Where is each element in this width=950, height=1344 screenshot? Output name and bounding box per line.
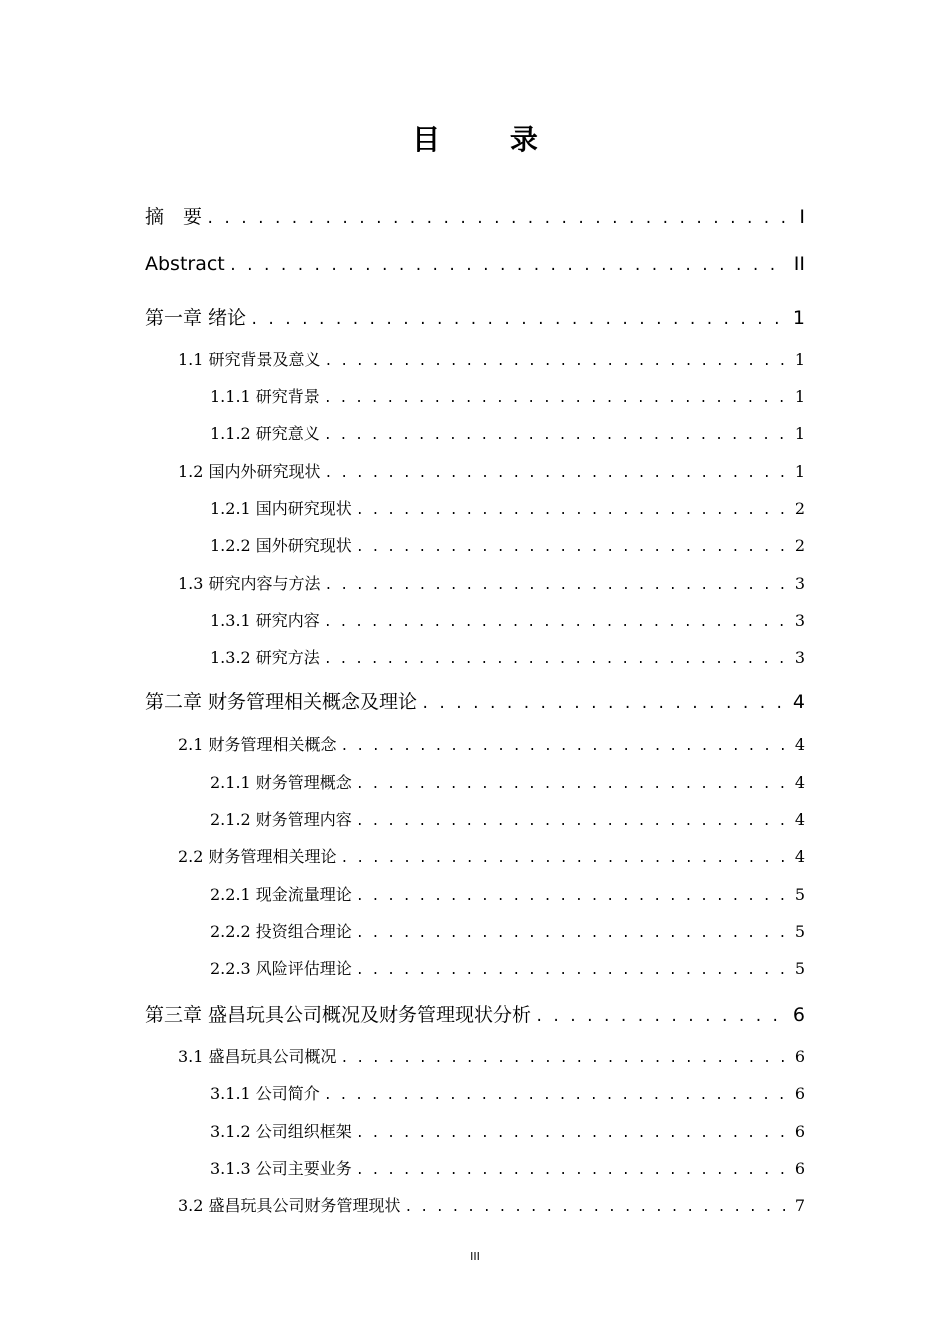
toc-entry-page-number: 3	[794, 574, 805, 593]
dot-leader	[341, 851, 789, 866]
toc-entry-page-number: 3	[794, 648, 805, 667]
toc-entry-label: 3.1.2 公司组织框架	[210, 1122, 352, 1141]
toc-entry-page-number: 6	[794, 1159, 805, 1178]
toc-entry-label: 1.3.2 研究方法	[210, 648, 320, 667]
toc-entry-label: 1.3 研究内容与方法	[178, 574, 321, 593]
toc-entry[interactable]	[145, 1000, 805, 1027]
toc-entry-label: 2.1.1 财务管理概念	[210, 773, 352, 792]
dot-leader	[356, 777, 789, 792]
toc-entry[interactable]	[178, 571, 805, 594]
dot-leader	[324, 615, 789, 630]
toc-entry[interactable]	[210, 919, 805, 942]
toc-entry[interactable]	[210, 1156, 805, 1179]
toc-entry-label: 3.1.1 公司简介	[210, 1084, 320, 1103]
toc-entry-label: 第三章 盛昌玩具公司概况及财务管理现状分析	[145, 1004, 532, 1026]
toc-entry-page-number: 1	[794, 350, 805, 369]
dot-leader	[250, 312, 787, 328]
toc-entry[interactable]	[145, 687, 805, 714]
dot-leader	[356, 926, 789, 941]
toc-entry[interactable]	[178, 459, 805, 482]
toc-entry-page-number: 2	[794, 499, 805, 518]
dot-leader	[229, 258, 788, 274]
dot-leader	[405, 1200, 789, 1215]
toc-entry[interactable]	[145, 202, 805, 229]
toc-entry-page-number: 3	[794, 611, 805, 630]
toc-entry[interactable]	[210, 496, 805, 519]
toc-entry[interactable]	[210, 807, 805, 830]
toc-entry[interactable]	[210, 882, 805, 905]
toc-entry-label: 2.2.3 风险评估理论	[210, 959, 352, 978]
toc-entry-label: 3.1 盛昌玩具公司概况	[178, 1047, 337, 1066]
toc-entry-page-number: 5	[794, 959, 805, 978]
dot-leader	[421, 696, 787, 712]
dot-leader	[356, 963, 789, 978]
dot-leader	[356, 540, 789, 555]
toc-entry-page-number: I	[799, 206, 805, 228]
toc-entry-page-number: 5	[794, 885, 805, 904]
toc-entry-page-number: 1	[794, 387, 805, 406]
dot-leader	[324, 1088, 789, 1103]
toc-entry[interactable]	[178, 1044, 805, 1067]
dot-leader	[324, 652, 789, 667]
dot-leader	[325, 354, 789, 369]
toc-entry-label: 1.2 国内外研究现状	[178, 462, 321, 481]
toc-entry-label: 1.1.2 研究意义	[210, 424, 320, 443]
toc-entry-label: 1.3.1 研究内容	[210, 611, 320, 630]
toc-entry-label: 2.2.1 现金流量理论	[210, 885, 352, 904]
toc-entry-page-number: 6	[794, 1084, 805, 1103]
toc-entry[interactable]	[178, 732, 805, 755]
toc-entry[interactable]	[210, 533, 805, 556]
toc-entry[interactable]	[210, 1081, 805, 1104]
dot-leader	[341, 739, 789, 754]
toc-entry[interactable]	[178, 347, 805, 370]
page-title: 目 录	[412, 123, 568, 156]
toc-entry-page-number: 6	[794, 1047, 805, 1066]
toc-entry-label: 2.1.2 财务管理内容	[210, 810, 352, 829]
toc-entry-label: 3.2 盛昌玩具公司财务管理现状	[178, 1196, 401, 1215]
toc-entry[interactable]	[210, 956, 805, 979]
toc-entry-page-number: 1	[794, 462, 805, 481]
toc-entry-label: 第二章 财务管理相关概念及理论	[145, 691, 418, 713]
dot-leader	[325, 578, 789, 593]
toc-entry-label: Abstract	[145, 253, 225, 275]
toc-entry-page-number: 5	[794, 922, 805, 941]
dot-leader	[206, 211, 793, 227]
toc-entry-page-number: 4	[794, 847, 805, 866]
toc-entry[interactable]	[210, 608, 805, 631]
toc-entry-label: 2.1 财务管理相关概念	[178, 735, 337, 754]
toc-entry-page-number: 4	[792, 691, 805, 713]
toc-entry[interactable]	[210, 770, 805, 793]
toc-entry-label: 1.1 研究背景及意义	[178, 350, 321, 369]
toc-entry-page-number: 4	[794, 735, 805, 754]
toc-entry-label: 1.1.1 研究背景	[210, 387, 320, 406]
toc-entry-page-number: 4	[794, 773, 805, 792]
dot-leader	[325, 466, 789, 481]
toc-entry-label: 2.2 财务管理相关理论	[178, 847, 337, 866]
toc-entry-label: 摘 要	[145, 206, 203, 228]
page-number-footer: III	[470, 1250, 480, 1263]
dot-leader	[356, 503, 789, 518]
toc-entry-page-number: 2	[794, 536, 805, 555]
toc-entry[interactable]	[210, 645, 805, 668]
toc-entry-page-number: II	[793, 253, 805, 275]
dot-leader	[356, 889, 789, 904]
toc-entry-label: 1.2.1 国内研究现状	[210, 499, 352, 518]
toc-entry[interactable]	[210, 1119, 805, 1142]
toc-entry[interactable]	[210, 421, 805, 444]
toc-entry-page-number: 4	[794, 810, 805, 829]
toc-entry-label: 第一章 绪论	[145, 307, 247, 329]
toc-entry-page-number: 6	[792, 1004, 805, 1026]
toc-entry-label: 1.2.2 国外研究现状	[210, 536, 352, 555]
dot-leader	[324, 391, 789, 406]
toc-entry[interactable]	[145, 303, 805, 330]
toc-entry-page-number: 6	[794, 1122, 805, 1141]
dot-leader	[341, 1051, 789, 1066]
toc-entry[interactable]	[145, 253, 805, 275]
dot-leader	[324, 428, 789, 443]
dot-leader	[356, 814, 789, 829]
toc-entry-page-number: 1	[794, 424, 805, 443]
toc-entry-page-number: 7	[794, 1196, 805, 1215]
toc-entry-label: 3.1.3 公司主要业务	[210, 1159, 352, 1178]
dot-leader	[356, 1163, 789, 1178]
toc-entry-label: 2.2.2 投资组合理论	[210, 922, 352, 941]
toc-entry[interactable]	[178, 1193, 805, 1216]
dot-leader	[535, 1009, 787, 1025]
dot-leader	[356, 1126, 789, 1141]
toc-entry[interactable]	[210, 384, 805, 407]
toc-entry[interactable]	[178, 844, 805, 867]
toc-entry-page-number: 1	[792, 307, 805, 329]
